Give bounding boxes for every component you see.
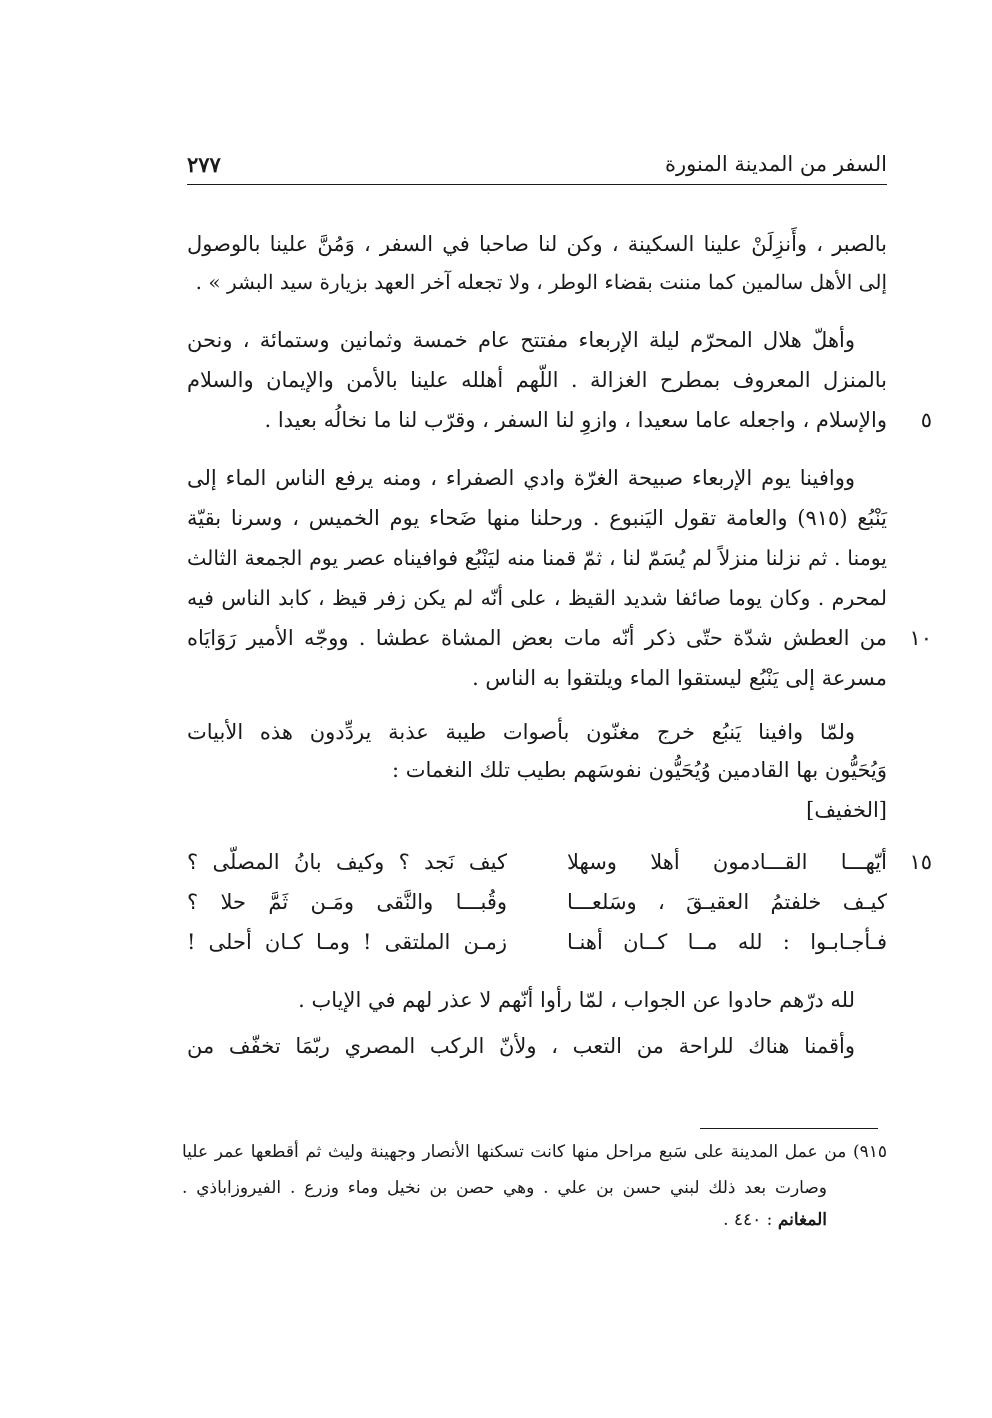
body-line: وَيُحَيُّون بها القادمين وُيُحَيُّون نفوسَهم بطيب تلك النغمات : — [392, 758, 887, 782]
verse-row — [187, 928, 887, 958]
body-line: إلى الأهل سالمين كما مننت بقضاء الوطر ، ولا تجعله آخر العهد بزيارة سيد البشر » . — [195, 270, 887, 294]
footnote-line: وصارت بعد ذلك لبني حسن بن علي . وهي حصن بن نخيل وماء وزرع . الفيروزاباذي . — [182, 1178, 827, 1198]
body-line: مسرعة إلى يَنْبُع ليستقوا الماء ويلتقوا به الناس . — [472, 666, 887, 690]
body-line: يَنْبُع (٩١٥) والعامة تقول اليَنبوع . ورحلنا منها ضَحاء يوم الخميس ، وسرنا بقيّة — [187, 506, 887, 530]
verse-second-hemistich: كيف نَجد ؟ وكيف بانُ المصلّى ؟ — [187, 850, 507, 874]
body-line: وأهلّ هلال المحرّم ليلة الإربعاء مفتتح عام خمسة وثمانين وستمائة ، ونحن — [187, 328, 855, 352]
page-number: ٢٧٧ — [187, 152, 221, 177]
verse-row — [187, 888, 887, 918]
verse-row — [187, 848, 887, 878]
verse-second-hemistich: وقُبـــا والنَّقى ومَـن ثَمَّ حلا ؟ — [187, 890, 507, 914]
running-title: السفر من المدينة المنورة — [665, 152, 887, 176]
body-line: بالمنزل المعروف بمطرح الغزالة . اللّهم أهلله علينا بالأمن والإيمان والسلام — [187, 368, 887, 392]
body-line: لمحرم . وكان يوما صائفا شديد القيظ ، على أنّه لم يكن زفر قيظ ، كابد الناس فيه — [187, 586, 887, 610]
body-line: ولمّا وافينا يَنبُع خرج مغنّون بأصوات طيبة عذبة يردِّدون هذه الأبيات — [187, 720, 855, 744]
body-line: والإسلام ، واجعله عاما سعيدا ، وازوِ لنا السفر ، وقرّب لنا ما نخالُه بعيدا . — [264, 408, 887, 432]
verse-first-hemistich: فـأجـابـوا : لله مــا كــان أهنـا — [567, 930, 887, 954]
poem-meter-label: [الخفيف] — [806, 798, 887, 822]
footnote-line: ٩١٥) من عمل المدينة على سَبع مراحل منها كانت تسكنها الأنصار وجهينة وليث ثم أقطعها عمر عليا — [182, 1142, 887, 1162]
verse-first-hemistich: كيـف خلفتمُ العقيـقَ ، وسَلعـــا — [567, 890, 887, 914]
body-line: وأقمنا هناك للراحة من التعب ، ولأنّ الركب المصري ربّمَا تخفّف من — [187, 1034, 855, 1058]
line-number-marker: ٥ — [920, 408, 932, 432]
footnote-separator — [700, 1128, 878, 1129]
footnote-source-page: : ٤٤٠ . — [723, 1210, 773, 1230]
body-line: لله درّهم حادوا عن الجواب ، لمّا رأوا أنّهم لا عذر لهم في الإياب . — [298, 988, 855, 1012]
line-number-marker: ١٥ — [909, 850, 932, 874]
body-line: ووافينا يوم الإربعاء صبيحة الغرّة وادي الصفراء ، ومنه يرفع الناس الماء إلى — [187, 466, 855, 490]
body-line: يومنا . ثم نزلنا منزلاً لم يُسَمّ لنا ، ثمّ قمنا منه ليَنْبُع فوافيناه عصر يوم الجمعة الثالث — [187, 546, 887, 570]
footnote-source — [182, 1208, 887, 1232]
line-number-marker: ١٠ — [909, 626, 932, 650]
verse-first-hemistich: أيّهـــا القـــادمون أهلا وسهلا — [567, 850, 887, 874]
page-header — [187, 150, 887, 185]
body-line: بالصبر ، وأَنزِلَنْ علينا السكينة ، وكن لنا صاحبا في السفر ، وَمُنَّ علينا بالوصول — [187, 232, 887, 256]
body-line: من العطش شدّة حتّى ذكر أنّه مات بعض المشاة عطشا . ووجّه الأمير رَوَايَاه — [187, 626, 887, 650]
verse-second-hemistich: زمـن الملتقى ! ومـا كـان أحلى ! — [187, 930, 507, 954]
footnote-source-title: المغانم — [777, 1210, 827, 1230]
